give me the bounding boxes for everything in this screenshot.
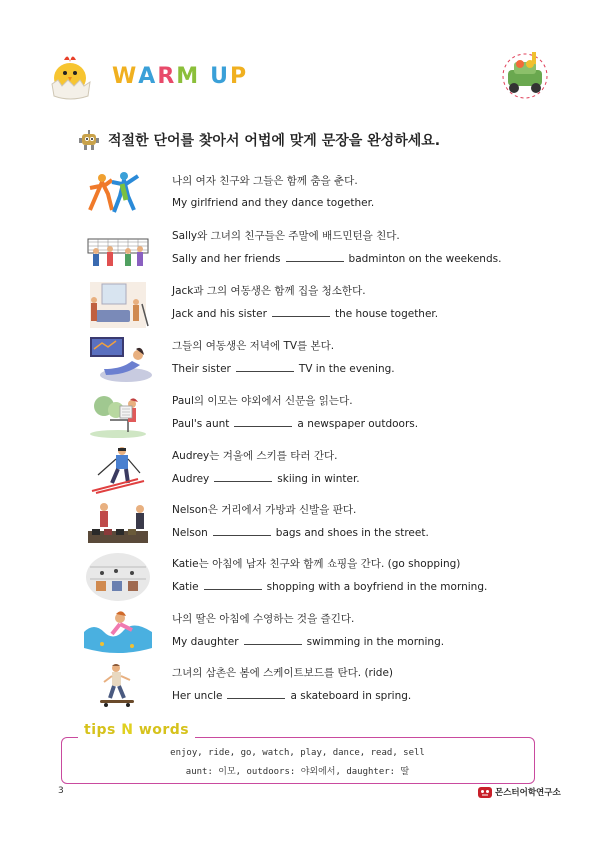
tips-word-list: enjoy, ride, go, watch, play, dance, read, sell (170, 748, 425, 758)
answer-blank[interactable] (213, 526, 271, 536)
badminton-icon (82, 225, 154, 275)
korean-sentence: Katie는 아침에 남자 친구와 함께 쇼핑을 간다. (go shopping) (172, 558, 461, 570)
sentence-text: Paul's aunt (172, 418, 230, 430)
warm-up-title (112, 64, 248, 89)
tips-vocabulary: aunt: 이모, outdoors: 야외에서, daughter: 딸 (185, 767, 410, 777)
skiing-icon (82, 445, 154, 495)
exercise-item (82, 390, 542, 440)
answer-blank[interactable] (227, 689, 285, 699)
monster-logo-icon (478, 786, 492, 798)
chick-egg-icon (44, 48, 96, 100)
title-letter: U (210, 64, 231, 89)
monster-car-icon (498, 46, 552, 100)
exercise-item (82, 280, 542, 330)
title-letter: R (157, 64, 177, 89)
sentence-text: skiing in winter. (277, 473, 360, 485)
korean-sentence: Nelson은 거리에서 가방과 신발을 판다. (172, 504, 357, 516)
sentence-text: bags and shoes in the street. (275, 527, 429, 539)
instruction (78, 128, 440, 152)
sentence-text: Katie (172, 581, 199, 593)
exercise-item (82, 553, 542, 603)
sentence-text: TV in the evening. (298, 363, 395, 375)
tips-title-part: words (133, 722, 190, 738)
korean-sentence: Sally와 그녀의 친구들은 주말에 배드민턴을 친다. (172, 230, 400, 242)
english-sentence (172, 362, 395, 375)
exercise-item (82, 445, 542, 495)
english-sentence (172, 526, 429, 539)
answer-blank[interactable] (204, 580, 262, 590)
sentence-text: a newspaper outdoors. (297, 418, 419, 430)
sentence-text: Jack and his sister (172, 308, 267, 320)
sentence-text: Audrey (172, 473, 210, 485)
tips-title-part: N (121, 722, 134, 738)
brand (478, 786, 561, 798)
english-sentence (172, 472, 360, 485)
sentence-text: swimming in the morning. (306, 636, 445, 648)
korean-sentence: 그녀의 삼촌은 봄에 스케이트보드를 탄다. (ride) (172, 667, 394, 679)
title-letter: W (112, 64, 139, 89)
korean-sentence: Jack과 그의 여동생은 함께 집을 청소한다. (172, 285, 366, 297)
english-sentence (172, 689, 411, 702)
cleaning-icon (82, 280, 154, 330)
english-sentence (172, 580, 487, 593)
title-letter: A (138, 64, 158, 89)
answer-blank[interactable] (286, 252, 344, 262)
robot-icon (78, 128, 100, 152)
answer-blank[interactable] (214, 472, 272, 482)
sentence-text: a skateboard in spring. (290, 690, 412, 702)
sentence-text: badminton on the weekends. (348, 253, 502, 265)
korean-sentence: Paul의 이모는 야외에서 신문을 읽는다. (172, 395, 353, 407)
shopping-mall-icon (82, 553, 154, 603)
answer-blank[interactable] (234, 417, 292, 427)
exercise-item (82, 225, 542, 275)
watching-tv-icon (82, 335, 154, 385)
skateboard-icon (82, 662, 154, 712)
title-letter: M (176, 64, 201, 89)
exercise-item (82, 335, 542, 385)
sentence-text: Sally and her friends (172, 253, 281, 265)
brand-name: 몬스터어학연구소 (495, 788, 561, 798)
korean-sentence: 나의 여자 친구와 그들은 함께 춤을 춘다. (172, 175, 358, 187)
sentence-text: shopping with a boyfriend in the morning. (266, 581, 488, 593)
answer-blank[interactable] (272, 307, 330, 317)
answer-blank[interactable] (236, 362, 294, 372)
sentence-text: Nelson (172, 527, 208, 539)
english-sentence (172, 417, 418, 430)
exercise-item (82, 608, 542, 658)
dancers-icon (82, 170, 154, 220)
reading-newspaper-icon (82, 390, 154, 440)
korean-sentence: 나의 딸은 아침에 수영하는 것을 즐긴다. (172, 613, 355, 625)
sentence-text: My daughter (172, 636, 239, 648)
english-sentence (172, 197, 374, 209)
page-number: 3 (58, 786, 64, 796)
english-sentence (172, 252, 501, 265)
sentence-text: My girlfriend and they dance together. (172, 197, 375, 209)
sentence-text: the house together. (334, 308, 439, 320)
answer-blank[interactable] (244, 635, 302, 645)
english-sentence (172, 635, 444, 648)
korean-sentence: 그들의 여동생은 저녁에 TV를 본다. (172, 340, 335, 352)
exercise-item (82, 662, 542, 712)
street-vendor-icon (82, 499, 154, 549)
tips-title-part: tips (84, 722, 122, 738)
title-letter: P (230, 64, 249, 89)
tips-title (78, 722, 195, 738)
instruction-text: 적절한 단어를 찾아서 어법에 맞게 문장을 완성하세요. (108, 133, 441, 149)
exercise-item (82, 170, 542, 220)
english-sentence (172, 307, 438, 320)
korean-sentence: Audrey는 겨울에 스키를 타러 간다. (172, 450, 338, 462)
swimming-icon (82, 608, 154, 658)
sentence-text: Her uncle (172, 690, 223, 702)
exercise-item (82, 499, 542, 549)
sentence-text: Their sister (172, 363, 231, 375)
